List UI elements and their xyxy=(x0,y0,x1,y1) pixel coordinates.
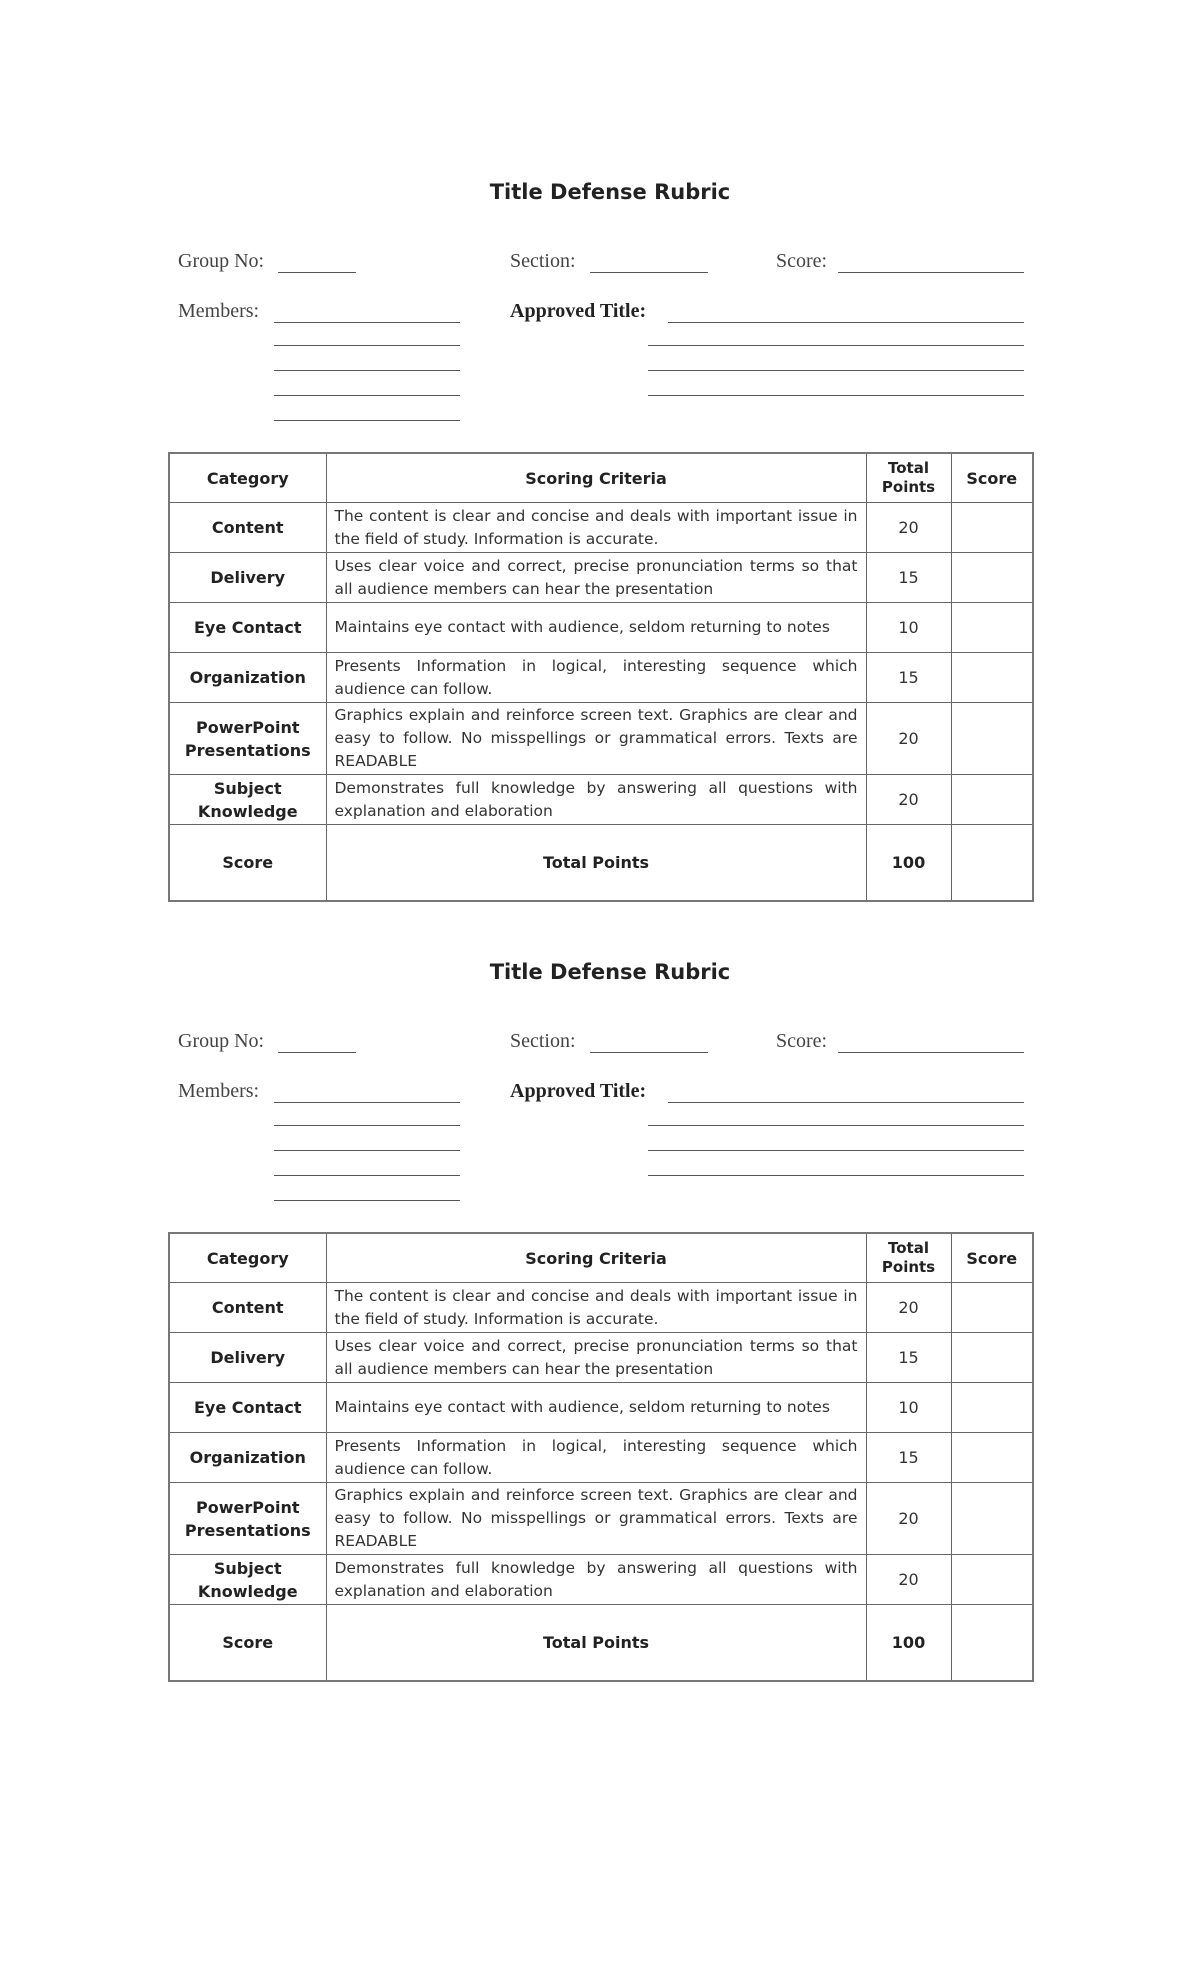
approved-title-line-3[interactable] xyxy=(648,1150,1024,1151)
points-cell: 10 xyxy=(866,603,951,653)
group-no-label: Group No: xyxy=(178,1030,265,1052)
total-points-label: Total Points xyxy=(326,1605,866,1681)
members-label: Members: xyxy=(178,300,260,322)
group-no-label: Group No: xyxy=(178,250,265,272)
table-row xyxy=(169,653,1033,703)
approved-title-line-1[interactable] xyxy=(668,322,1024,323)
table-row xyxy=(169,1383,1033,1433)
score-field[interactable] xyxy=(838,272,1024,273)
table-row xyxy=(169,503,1033,553)
total-points-value: 100 xyxy=(866,1605,951,1681)
criteria-header: Scoring Criteria xyxy=(326,453,866,503)
member-line-1[interactable] xyxy=(274,322,460,323)
score-cell[interactable] xyxy=(951,603,1033,653)
approved-title-label: Approved Title: xyxy=(510,300,647,322)
member-line-4[interactable] xyxy=(274,395,460,396)
points-cell: 20 xyxy=(866,1483,951,1555)
category-cell: Delivery xyxy=(169,1333,326,1383)
score-cell[interactable] xyxy=(951,553,1033,603)
member-line-2[interactable] xyxy=(274,1125,460,1126)
points-cell: 15 xyxy=(866,553,951,603)
approved-title-label: Approved Title: xyxy=(510,1080,647,1102)
member-line-5[interactable] xyxy=(274,420,460,421)
group-no-field[interactable] xyxy=(278,1052,356,1053)
category-header: Category xyxy=(169,453,326,503)
member-line-3[interactable] xyxy=(274,1150,460,1151)
score-cell[interactable] xyxy=(951,1483,1033,1555)
member-line-3[interactable] xyxy=(274,370,460,371)
criteria-cell: Demonstrates full knowledge by answering all questions with explanation and elaboration xyxy=(326,775,866,825)
approved-title-line-4[interactable] xyxy=(648,1175,1024,1176)
points-cell: 15 xyxy=(866,1333,951,1383)
table-row xyxy=(169,1283,1033,1333)
category-cell: Organization xyxy=(169,1433,326,1483)
rubric-title: Title Defense Rubric xyxy=(489,180,731,204)
section-field[interactable] xyxy=(590,1052,708,1053)
table-footer-row xyxy=(169,825,1033,901)
score-cell[interactable] xyxy=(951,1283,1033,1333)
score-label: Score: xyxy=(776,1030,828,1052)
points-cell: 15 xyxy=(866,653,951,703)
approved-title-line-4[interactable] xyxy=(648,395,1024,396)
points-cell: 20 xyxy=(866,1555,951,1605)
rubric-1 xyxy=(0,180,1200,900)
criteria-header: Scoring Criteria xyxy=(326,1233,866,1283)
score-header: Score xyxy=(951,453,1033,503)
total-points-label: Total Points xyxy=(326,825,866,901)
points-cell: 15 xyxy=(866,1433,951,1483)
score-label: Score: xyxy=(776,250,828,272)
category-cell: Subject Knowledge xyxy=(169,775,326,825)
criteria-cell: Graphics explain and reinforce screen text. Graphics are clear and easy to follow. No misspellings or grammatical errors. Texts are READABLE xyxy=(326,1483,866,1555)
criteria-cell: The content is clear and concise and deals with important issue in the field of study. Information is accurate. xyxy=(326,1283,866,1333)
member-line-5[interactable] xyxy=(274,1200,460,1201)
criteria-cell: Maintains eye contact with audience, seldom returning to notes xyxy=(326,603,866,653)
category-cell: PowerPoint Presentations xyxy=(169,703,326,775)
category-cell: Content xyxy=(169,1283,326,1333)
score-header: Score xyxy=(951,1233,1033,1283)
points-header: Total Points xyxy=(866,453,951,503)
category-cell: Eye Contact xyxy=(169,1383,326,1433)
table-header-row xyxy=(169,1233,1033,1283)
category-cell: Delivery xyxy=(169,553,326,603)
score-cell[interactable] xyxy=(951,503,1033,553)
footer-category-cell: Score xyxy=(169,1605,326,1681)
table-row xyxy=(169,1433,1033,1483)
rubric-2 xyxy=(0,960,1200,1680)
table-row xyxy=(169,775,1033,825)
table-header-row xyxy=(169,453,1033,503)
member-line-4[interactable] xyxy=(274,1175,460,1176)
approved-title-line-3[interactable] xyxy=(648,370,1024,371)
total-score-cell[interactable] xyxy=(951,1605,1033,1681)
score-cell[interactable] xyxy=(951,703,1033,775)
section-label: Section: xyxy=(510,250,576,272)
approved-title-line-2[interactable] xyxy=(648,1125,1024,1126)
points-cell: 20 xyxy=(866,703,951,775)
total-points-value: 100 xyxy=(866,825,951,901)
points-cell: 10 xyxy=(866,1383,951,1433)
table-row xyxy=(169,603,1033,653)
score-cell[interactable] xyxy=(951,1433,1033,1483)
score-cell[interactable] xyxy=(951,653,1033,703)
criteria-cell: Presents Information in logical, interesting sequence which audience can follow. xyxy=(326,1433,866,1483)
table-footer-row xyxy=(169,1605,1033,1681)
table-row xyxy=(169,553,1033,603)
points-header: Total Points xyxy=(866,1233,951,1283)
table-row xyxy=(169,1483,1033,1555)
category-cell: Organization xyxy=(169,653,326,703)
criteria-cell: Uses clear voice and correct, precise pronunciation terms so that all audience members can hear the presentation xyxy=(326,1333,866,1383)
rubric-table xyxy=(168,1232,1034,1682)
table-row xyxy=(169,703,1033,775)
category-cell: PowerPoint Presentations xyxy=(169,1483,326,1555)
score-cell[interactable] xyxy=(951,1333,1033,1383)
group-no-field[interactable] xyxy=(278,272,356,273)
criteria-cell: Uses clear voice and correct, precise pronunciation terms so that all audience members can hear the presentation xyxy=(326,553,866,603)
rubric-table xyxy=(168,452,1034,902)
category-cell: Content xyxy=(169,503,326,553)
rubric-title: Title Defense Rubric xyxy=(489,960,731,984)
criteria-cell: Graphics explain and reinforce screen text. Graphics are clear and easy to follow. No misspellings or grammatical errors. Texts are READABLE xyxy=(326,703,866,775)
footer-category-cell: Score xyxy=(169,825,326,901)
score-cell[interactable] xyxy=(951,1555,1033,1605)
category-cell: Eye Contact xyxy=(169,603,326,653)
criteria-cell: The content is clear and concise and deals with important issue in the field of study. Information is accurate. xyxy=(326,503,866,553)
member-line-2[interactable] xyxy=(274,345,460,346)
score-cell[interactable] xyxy=(951,1383,1033,1433)
table-row xyxy=(169,1555,1033,1605)
criteria-cell: Maintains eye contact with audience, seldom returning to notes xyxy=(326,1383,866,1433)
section-label: Section: xyxy=(510,1030,576,1052)
approved-title-line-1[interactable] xyxy=(668,1102,1024,1103)
criteria-cell: Demonstrates full knowledge by answering all questions with explanation and elaboration xyxy=(326,1555,866,1605)
score-field[interactable] xyxy=(838,1052,1024,1053)
table-row xyxy=(169,1333,1033,1383)
score-cell[interactable] xyxy=(951,775,1033,825)
members-label: Members: xyxy=(178,1080,260,1102)
points-cell: 20 xyxy=(866,503,951,553)
category-header: Category xyxy=(169,1233,326,1283)
section-field[interactable] xyxy=(590,272,708,273)
criteria-cell: Presents Information in logical, interesting sequence which audience can follow. xyxy=(326,653,866,703)
category-cell: Subject Knowledge xyxy=(169,1555,326,1605)
total-score-cell[interactable] xyxy=(951,825,1033,901)
points-cell: 20 xyxy=(866,1283,951,1333)
approved-title-line-2[interactable] xyxy=(648,345,1024,346)
points-cell: 20 xyxy=(866,775,951,825)
member-line-1[interactable] xyxy=(274,1102,460,1103)
